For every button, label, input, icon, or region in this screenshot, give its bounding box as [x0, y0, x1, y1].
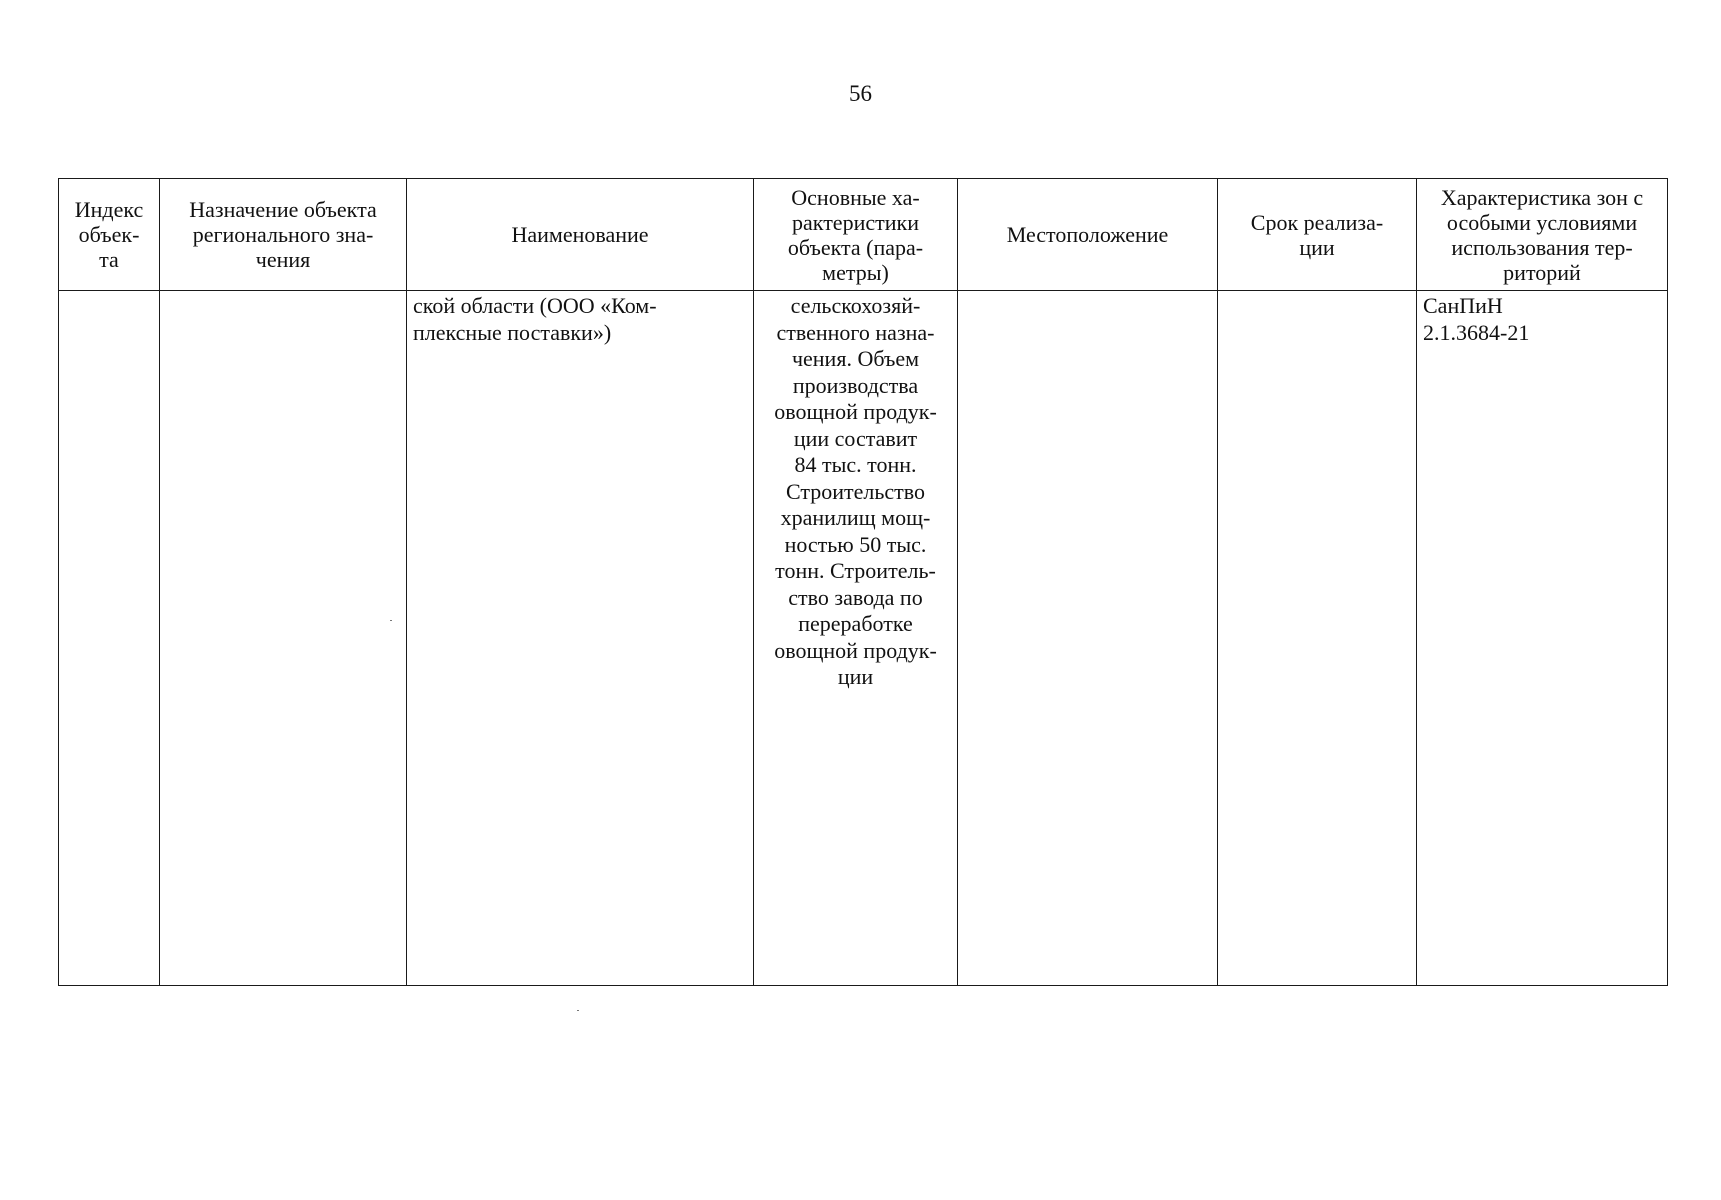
header-index: Индекс объек- та: [59, 179, 160, 291]
cell-purpose: [160, 291, 407, 986]
scan-speck: [577, 1010, 579, 1011]
header-purpose: Назначение объекта регионального зна- чения: [160, 179, 407, 291]
header-name: Наименование: [407, 179, 754, 291]
cell-zones: СанПиН 2.1.3684-21: [1417, 291, 1668, 986]
table-header-row: [59, 179, 1668, 291]
cell-location: [958, 291, 1218, 986]
page-number: 56: [849, 81, 872, 106]
header-term: Срок реализа- ции: [1218, 179, 1417, 291]
cell-params: сельскохозяй- ственного назна- чения. Объем производства овощной продук- ции составит 84 тыс. тонн. Строительство хранилищ мощ- ностью 50 тыс. тонн. Строитель- ство завода по переработке овощной продук- ции: [754, 291, 958, 986]
table-row: [59, 291, 1668, 986]
cell-index: [59, 291, 160, 986]
header-params: Основные ха- рактеристики объекта (пара- метры): [754, 179, 958, 291]
header-zones: Характеристика зон с особыми условиями использования тер- риторий: [1417, 179, 1668, 291]
header-location: Местоположение: [958, 179, 1218, 291]
cell-term: [1218, 291, 1417, 986]
cell-name: ской области (ООО «Ком- плексные поставки»): [407, 291, 754, 986]
scan-speck: [390, 620, 392, 621]
objects-table: [58, 178, 1668, 986]
